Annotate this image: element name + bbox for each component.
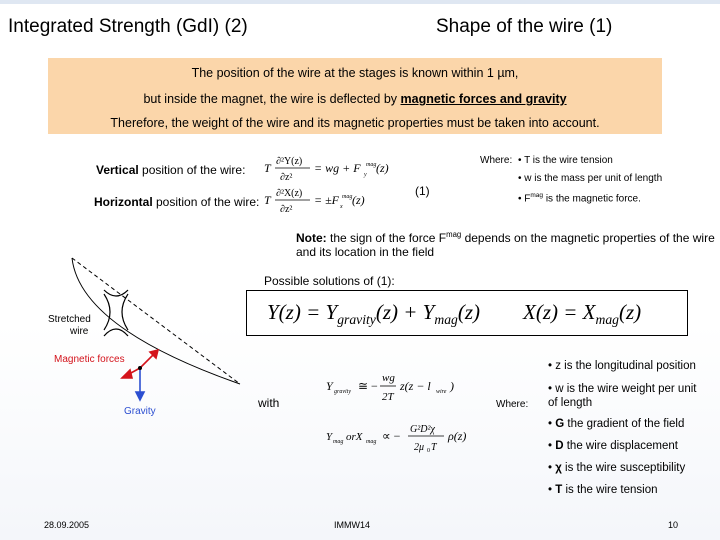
svg-text:= ±F: = ±F xyxy=(314,193,340,207)
svg-text:∝ −: ∝ − xyxy=(382,429,401,443)
note-line-2: and its location in the field xyxy=(296,245,435,259)
footer-page-number: 10 xyxy=(668,520,679,530)
svg-text:mag: mag xyxy=(333,439,344,445)
def-d: • D the wire displacement xyxy=(548,440,678,452)
magnet-pole-right xyxy=(122,294,128,330)
with-label: with xyxy=(258,396,280,410)
intro-line-3: Therefore, the weight of the wire and its magnetic properties must be taken into account. xyxy=(110,116,600,130)
svg-text:Y: Y xyxy=(326,379,333,393)
vertical-equation-formula xyxy=(262,152,392,186)
horizontal-label: Horizontal position of the wire: xyxy=(94,195,260,209)
svg-text:wire: wire xyxy=(436,389,447,395)
wire-label: wire xyxy=(70,326,89,337)
horizontal-equation-formula xyxy=(262,184,392,218)
svg-text:mag: mag xyxy=(366,439,377,445)
slide-title-right: Shape of the wire (1) xyxy=(436,16,613,37)
svg-text:0: 0 xyxy=(427,448,430,454)
gravity-label: Gravity xyxy=(124,406,156,417)
gravity-arrow xyxy=(136,368,144,400)
svg-text:Y: Y xyxy=(326,431,333,443)
magnet-pole-top xyxy=(104,290,128,296)
y-mag-equation xyxy=(326,420,496,460)
svg-text:2μ: 2μ xyxy=(414,442,425,453)
where-label-top: Where: xyxy=(480,155,513,166)
footer-event: IMMW14 xyxy=(334,520,370,530)
svg-text:mag: mag xyxy=(366,162,377,168)
y-gravity-equation xyxy=(326,368,486,408)
svg-text:z(z − l: z(z − l xyxy=(400,379,431,393)
def-chi: • χ is the wire susceptibility xyxy=(548,462,686,474)
vertical-label: Vertical position of the wire: xyxy=(96,163,246,177)
intro-line-2 xyxy=(48,92,662,106)
solutions-equation-box xyxy=(246,290,688,336)
footer-date: 28.09.2005 xyxy=(44,520,90,530)
wire-deflection-diagram xyxy=(40,250,250,430)
solution-y: $Y(z) = Y_{gravity}(z) + Y_{mag}(z)$ xyxy=(267,300,481,328)
def-z: • z is the longitudinal position xyxy=(548,360,696,372)
svg-text:∂z²: ∂z² xyxy=(280,172,293,183)
horizontal-equation xyxy=(262,184,392,223)
magnet-pole-left xyxy=(104,294,110,330)
svg-text:T: T xyxy=(264,161,271,175)
intro-line-2-underlined: magnetic forces and gravity xyxy=(400,92,567,106)
straight-wire-line xyxy=(72,258,240,384)
svg-text:∂z²: ∂z² xyxy=(280,204,293,215)
svg-text:T: T xyxy=(431,442,437,453)
slide-title-left: Integrated Strength (GdI) (2) xyxy=(8,16,248,37)
wire-point xyxy=(138,366,142,370)
magnet-pole-bottom xyxy=(104,329,128,336)
note-line-1: Note: the sign of the force $F^{mag}$ depends on the magnetic properties of the wire xyxy=(296,230,715,245)
top-accent-bar xyxy=(0,0,720,4)
svg-text:∂²Y(z): ∂²Y(z) xyxy=(276,156,303,167)
svg-text:∂²X(z): ∂²X(z) xyxy=(276,188,303,199)
svg-text:2T: 2T xyxy=(382,391,394,403)
svg-text:(z): (z) xyxy=(352,193,365,207)
where-item-mass: • w is the mass per unit of length xyxy=(518,173,663,184)
def-w-cont: of length xyxy=(548,397,593,409)
intro-line-2-prefix: but inside the magnet, the wire is deflected by xyxy=(143,92,401,106)
def-g: • G the gradient of the field xyxy=(548,418,685,430)
where-item-force: • $F^{mag}$ is the magnetic force. xyxy=(518,192,641,205)
svg-text:gravity: gravity xyxy=(334,389,351,395)
stretched-label: Stretched xyxy=(48,314,91,325)
svg-text:= wg + F: = wg + F xyxy=(314,161,361,175)
intro-line-1: The position of the wire at the stages is known within 1 µm, xyxy=(191,66,519,80)
svg-text:orX: orX xyxy=(346,431,363,443)
solutions-label: Possible solutions of (1): xyxy=(264,274,395,288)
intro-box xyxy=(48,58,662,134)
solution-x: $X(z) = X_{mag}(z)$ xyxy=(523,300,642,328)
svg-text:x: x xyxy=(340,204,343,210)
magnetic-forces-label: Magnetic forces xyxy=(54,354,125,365)
def-w: • w is the wire weight per unit xyxy=(548,383,697,395)
equation-reference: (1) xyxy=(415,184,430,198)
svg-text:G²D²χ: G²D²χ xyxy=(410,424,435,435)
svg-text:ρ(z): ρ(z) xyxy=(448,429,467,443)
where-item-tension: • T is the wire tension xyxy=(518,155,613,166)
svg-text:≅ −: ≅ − xyxy=(358,379,378,393)
svg-text:T: T xyxy=(264,193,271,207)
where-label-bottom: Where: xyxy=(496,399,529,410)
svg-text:): ) xyxy=(450,379,454,393)
svg-text:mag: mag xyxy=(342,194,353,200)
svg-text:y: y xyxy=(364,172,367,178)
svg-text:(z): (z) xyxy=(376,161,389,175)
def-t: • T is the wire tension xyxy=(548,484,658,496)
svg-text:wg: wg xyxy=(382,372,395,384)
